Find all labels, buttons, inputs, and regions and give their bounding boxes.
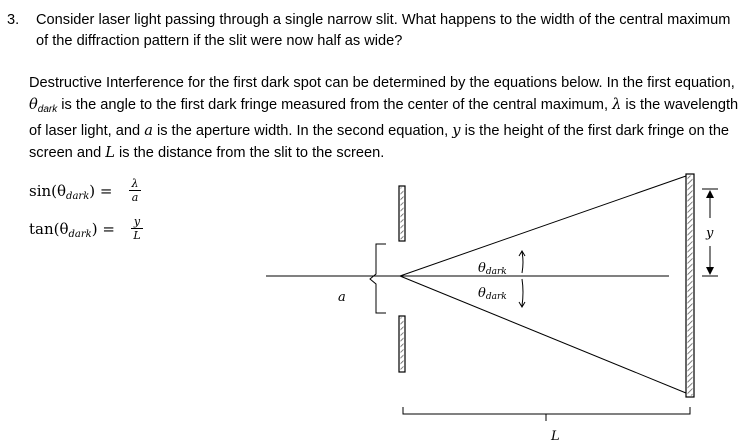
angle-arrow-lower [522, 279, 523, 306]
slit-width-label: a [338, 290, 346, 305]
y-arrow-up [706, 190, 714, 198]
explanation-text-4: is the aperture width. In the second equation, [152, 123, 453, 139]
theta-symbol: θ [29, 96, 38, 113]
explanation-text-2: is the angle to the first dark fringe measured from the center of the central maximum, [57, 97, 613, 113]
question-text: Consider laser light passing through a single narrow slit. What happens to the width of the central maximum of the diffraction pattern if the slit were now half as wide? [36, 12, 731, 49]
height-label: y [706, 226, 714, 241]
explanation-text-6: is the distance from the slit to the screen. [114, 145, 385, 161]
equation-sin-sub: dark [66, 191, 90, 202]
distance-label: L [551, 429, 560, 444]
equation-tan-denominator: L [133, 229, 141, 242]
equation-sin-func: sin(θ [29, 182, 67, 200]
theta-subscript: dark [37, 104, 58, 115]
equation-tan-close: ) = [91, 220, 115, 238]
ray-lower [400, 276, 686, 393]
equation-tan-numerator: y [133, 215, 141, 228]
question-number: 3. [7, 12, 20, 28]
L-symbol: L [105, 144, 115, 161]
explanation-text-3: is the wavelength of laser light, and [29, 97, 739, 139]
explanation-text-1: Destructive Interference for the first dark spot can be determined by the equations below. In the first equation, [29, 75, 735, 91]
lambda-symbol: λ [612, 96, 622, 113]
y-symbol: y [452, 122, 461, 139]
equation-tan-func: tan(θ [29, 220, 69, 238]
equation-tan-sub: dark [68, 229, 92, 240]
equation-sin-close: ) = [89, 182, 113, 200]
distance-bracket [403, 407, 690, 421]
angle-label-upper: θdark [478, 261, 507, 277]
y-arrow-down [706, 267, 714, 275]
angle-arrow-upper [522, 252, 523, 273]
a-symbol: a [144, 122, 153, 139]
slit-width-bracket [370, 244, 386, 313]
ray-upper [400, 176, 686, 276]
angle-label-lower: θdark [478, 286, 507, 302]
equation-sin-numerator: λ [131, 177, 139, 190]
explanation-text-5: is the height of the first dark fringe on the screen and [29, 123, 730, 161]
equation-sin-denominator: a [131, 191, 139, 204]
